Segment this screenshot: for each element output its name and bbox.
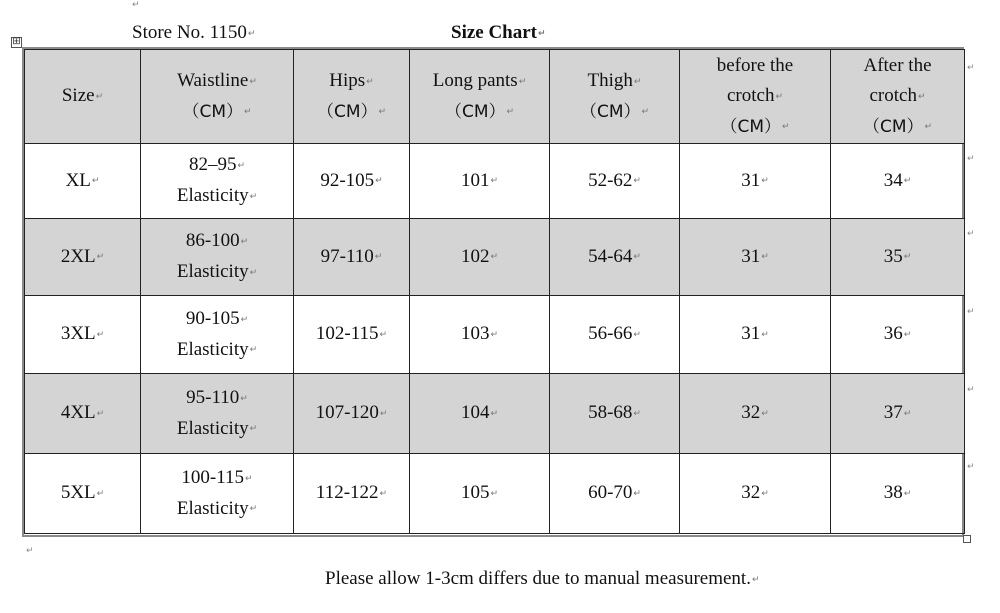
column-unit: （CM）↵ [444, 101, 515, 122]
paragraph-mark: ↵ [633, 76, 642, 87]
before-crotch-cell [680, 374, 831, 454]
column-unit: （CM）↵ [182, 101, 252, 122]
paragraph-mark: ↵ [924, 121, 933, 132]
paragraph-mark: ↵ [761, 329, 769, 340]
header-row [25, 50, 965, 144]
thigh-cell [550, 219, 680, 296]
column-header [25, 50, 141, 144]
thigh-cell-value: 60-70 [588, 482, 633, 504]
size-cell [25, 454, 141, 534]
paragraph-mark: ↵ [761, 408, 769, 419]
waist-cell [141, 454, 294, 534]
column-header-label: crotch↵ [726, 85, 784, 107]
paragraph-mark: ↵ [751, 574, 760, 585]
table-resize-handle[interactable] [963, 535, 971, 543]
size-cell [25, 296, 141, 374]
before-crotch-cell [680, 219, 831, 296]
paragraph-mark: ↵ [518, 76, 527, 87]
page-title: Size Chart↵ [451, 22, 546, 43]
paragraph-mark: ↵ [247, 28, 256, 39]
column-header [550, 50, 680, 144]
size-cell-value: 2XL [60, 245, 96, 267]
paragraph-mark: ↵ [379, 329, 388, 340]
long-pants-cell [410, 219, 550, 296]
hips-cell [294, 454, 410, 534]
paragraph-mark: ↵ [761, 176, 769, 187]
after-crotch-cell-value: 34 [883, 169, 903, 191]
after-crotch-cell-value: 38 [883, 482, 903, 504]
paragraph-mark: ↵ [782, 121, 790, 132]
paragraph-mark: ↵ [633, 408, 641, 419]
column-header-label: Hips↵ [329, 70, 374, 92]
after-crotch-cell [831, 374, 965, 454]
paragraph-mark: ↵ [633, 329, 641, 340]
hips-cell-value: 107-120 [315, 402, 379, 424]
paragraph-mark: ↵ [249, 345, 258, 356]
paragraph-mark: ↵ [240, 393, 248, 404]
before-crotch-cell-value: 31 [741, 245, 761, 267]
thigh-cell [550, 454, 680, 534]
paragraph-mark: ↵ [374, 252, 383, 263]
column-header-label: Thigh↵ [587, 70, 642, 92]
paragraph-mark: ↵ [26, 546, 34, 556]
waist-value: 95-110↵ [186, 386, 248, 408]
table-row [25, 219, 965, 296]
waist-cell [141, 219, 294, 296]
paragraph-mark: ↵ [917, 91, 926, 102]
paragraph-mark: ↵ [237, 161, 246, 171]
column-header [680, 50, 831, 144]
waist-note: Elasticity↵ [176, 417, 258, 439]
measurement-note: Please allow 1-3cm differs due to manual measurement.↵ [325, 568, 760, 589]
after-crotch-cell [831, 454, 965, 534]
paragraph-mark: ↵ [633, 488, 641, 499]
size-cell-value: 5XL [60, 482, 96, 504]
waist-cell [141, 374, 294, 454]
paragraph-mark: ↵ [249, 267, 258, 278]
paragraph-mark: ↵ [903, 329, 912, 340]
waist-note: Elasticity↵ [176, 338, 258, 360]
size-chart-table [24, 49, 965, 534]
row-end-mark: ↵ [967, 229, 975, 239]
paragraph-mark: ↵ [249, 504, 258, 515]
waist-value: 100-115↵ [181, 466, 253, 488]
column-header [831, 50, 965, 144]
hips-cell [294, 296, 410, 374]
paragraph-mark: ↵ [240, 314, 249, 325]
after-crotch-cell-value: 35 [883, 245, 903, 267]
row-end-mark: ↵ [967, 385, 975, 395]
column-header-label: before the [716, 55, 794, 77]
hips-cell-value: 97-110 [320, 245, 374, 267]
waist-cell [141, 296, 294, 374]
paragraph-mark: ↵ [903, 176, 912, 187]
thigh-cell-value: 54-64 [588, 245, 633, 267]
hips-cell [294, 144, 410, 219]
column-header [294, 50, 410, 144]
waist-cell [141, 144, 294, 219]
before-crotch-cell-value: 31 [741, 169, 761, 191]
paragraph-mark: ↵ [249, 191, 258, 202]
hips-cell [294, 219, 410, 296]
column-unit: （CM）↵ [579, 101, 650, 122]
paragraph-mark: ↵ [903, 252, 912, 263]
size-cell-value: 4XL [60, 402, 96, 424]
paragraph-mark: ↵ [95, 91, 104, 102]
size-cell-value: 3XL [60, 323, 96, 345]
paragraph-mark: ↵ [379, 408, 388, 419]
after-crotch-cell [831, 296, 965, 374]
paragraph-mark: ↵ [240, 237, 249, 247]
paragraph-mark: ↵ [249, 76, 257, 87]
waist-note: Elasticity↵ [176, 497, 258, 519]
thigh-cell [550, 296, 680, 374]
long-pants-cell-value: 103 [460, 323, 490, 345]
thigh-cell-value: 52-62 [588, 169, 633, 191]
thigh-cell [550, 144, 680, 219]
before-crotch-cell-value: 31 [741, 323, 761, 345]
paragraph-mark: ↵ [96, 329, 105, 340]
size-cell [25, 374, 141, 454]
waist-note: Elasticity↵ [176, 261, 258, 282]
paragraph-mark: ↵ [490, 408, 499, 419]
long-pants-cell [410, 144, 550, 219]
paragraph-mark: ↵ [91, 176, 100, 187]
table-row [25, 454, 965, 534]
waist-note: Elasticity↵ [176, 185, 258, 206]
paragraph-mark: ↵ [245, 473, 253, 484]
column-header [141, 50, 294, 144]
column-header-label: After the [863, 55, 932, 77]
size-cell [25, 144, 141, 219]
hips-cell-value: 102-115 [315, 323, 379, 345]
long-pants-cell-value: 105 [460, 482, 490, 504]
paragraph-mark: ↵ [375, 176, 383, 187]
paragraph-mark: ↵ [775, 91, 784, 102]
paragraph-mark: ↵ [490, 252, 499, 263]
paragraph-mark: ↵ [96, 408, 105, 419]
long-pants-cell [410, 374, 550, 454]
table-row [25, 374, 965, 454]
paragraph-mark: ↵ [903, 408, 912, 419]
paragraph-mark: ↵ [366, 76, 374, 87]
waist-value: 86-100↵ [185, 230, 249, 252]
table-row [25, 296, 965, 374]
before-crotch-cell [680, 454, 831, 534]
paragraph-mark: ↵ [244, 106, 252, 117]
long-pants-cell-value: 102 [460, 245, 490, 267]
store-number: Store No. 1150↵ [132, 22, 256, 43]
waist-value: 82–95↵ [188, 154, 246, 176]
hips-cell-value: 92-105 [320, 169, 375, 191]
thigh-cell-value: 56-66 [588, 323, 633, 345]
long-pants-cell-value: 104 [460, 402, 490, 424]
paragraph-mark: ↵ [96, 488, 105, 499]
paragraph-mark: ↵ [633, 176, 641, 187]
paragraph-mark: ↵ [538, 28, 546, 39]
paragraph-mark: ↵ [761, 488, 769, 499]
paragraph-mark: ↵ [641, 106, 650, 117]
table-row [25, 144, 965, 219]
paragraph-mark: ↵ [96, 252, 105, 263]
long-pants-cell [410, 454, 550, 534]
column-header-label: Waistline↵ [177, 70, 257, 92]
column-header-label: Size↵ [61, 85, 104, 107]
paragraph-mark: ↵ [378, 106, 387, 117]
before-crotch-cell-value: 32 [741, 482, 761, 504]
paragraph-mark: ↵ [249, 424, 258, 435]
paragraph-mark: ↵ [490, 488, 499, 499]
before-crotch-cell-value: 32 [741, 402, 761, 424]
after-crotch-cell-value: 37 [883, 402, 903, 424]
waist-value: 90-105↵ [185, 307, 249, 329]
thigh-cell-value: 58-68 [588, 402, 633, 424]
column-unit: （CM）↵ [720, 116, 790, 137]
row-end-mark: ↵ [967, 154, 975, 164]
long-pants-cell [410, 296, 550, 374]
paragraph-mark: ↵ [903, 488, 912, 499]
before-crotch-cell [680, 144, 831, 219]
column-unit: （CM）↵ [316, 101, 387, 122]
column-header-label: Long pants↵ [432, 70, 527, 92]
paragraph-mark: ↵ [761, 252, 769, 263]
hips-cell-value: 112-122 [315, 482, 379, 504]
table-move-handle-icon[interactable]: ⊞ [12, 36, 21, 47]
row-end-mark: ↵ [967, 307, 975, 317]
before-crotch-cell [680, 296, 831, 374]
after-crotch-cell [831, 219, 965, 296]
thigh-cell [550, 374, 680, 454]
size-cell-value: XL [65, 169, 91, 191]
paragraph-mark: ↵ [490, 176, 499, 187]
column-header [410, 50, 550, 144]
paragraph-mark: ↵ [490, 329, 499, 340]
row-end-mark: ↵ [967, 63, 975, 73]
size-cell [25, 219, 141, 296]
paragraph-mark: ↵ [506, 106, 515, 117]
row-end-mark: ↵ [967, 462, 975, 472]
long-pants-cell-value: 101 [460, 169, 490, 191]
after-crotch-cell [831, 144, 965, 219]
paragraph-mark: ↵ [379, 488, 388, 499]
column-header-label: crotch↵ [869, 85, 926, 107]
paragraph-mark: ↵ [633, 252, 641, 263]
column-unit: （CM）↵ [862, 116, 933, 137]
hips-cell [294, 374, 410, 454]
after-crotch-cell-value: 36 [883, 323, 903, 345]
paragraph-mark: ↵ [132, 0, 140, 10]
